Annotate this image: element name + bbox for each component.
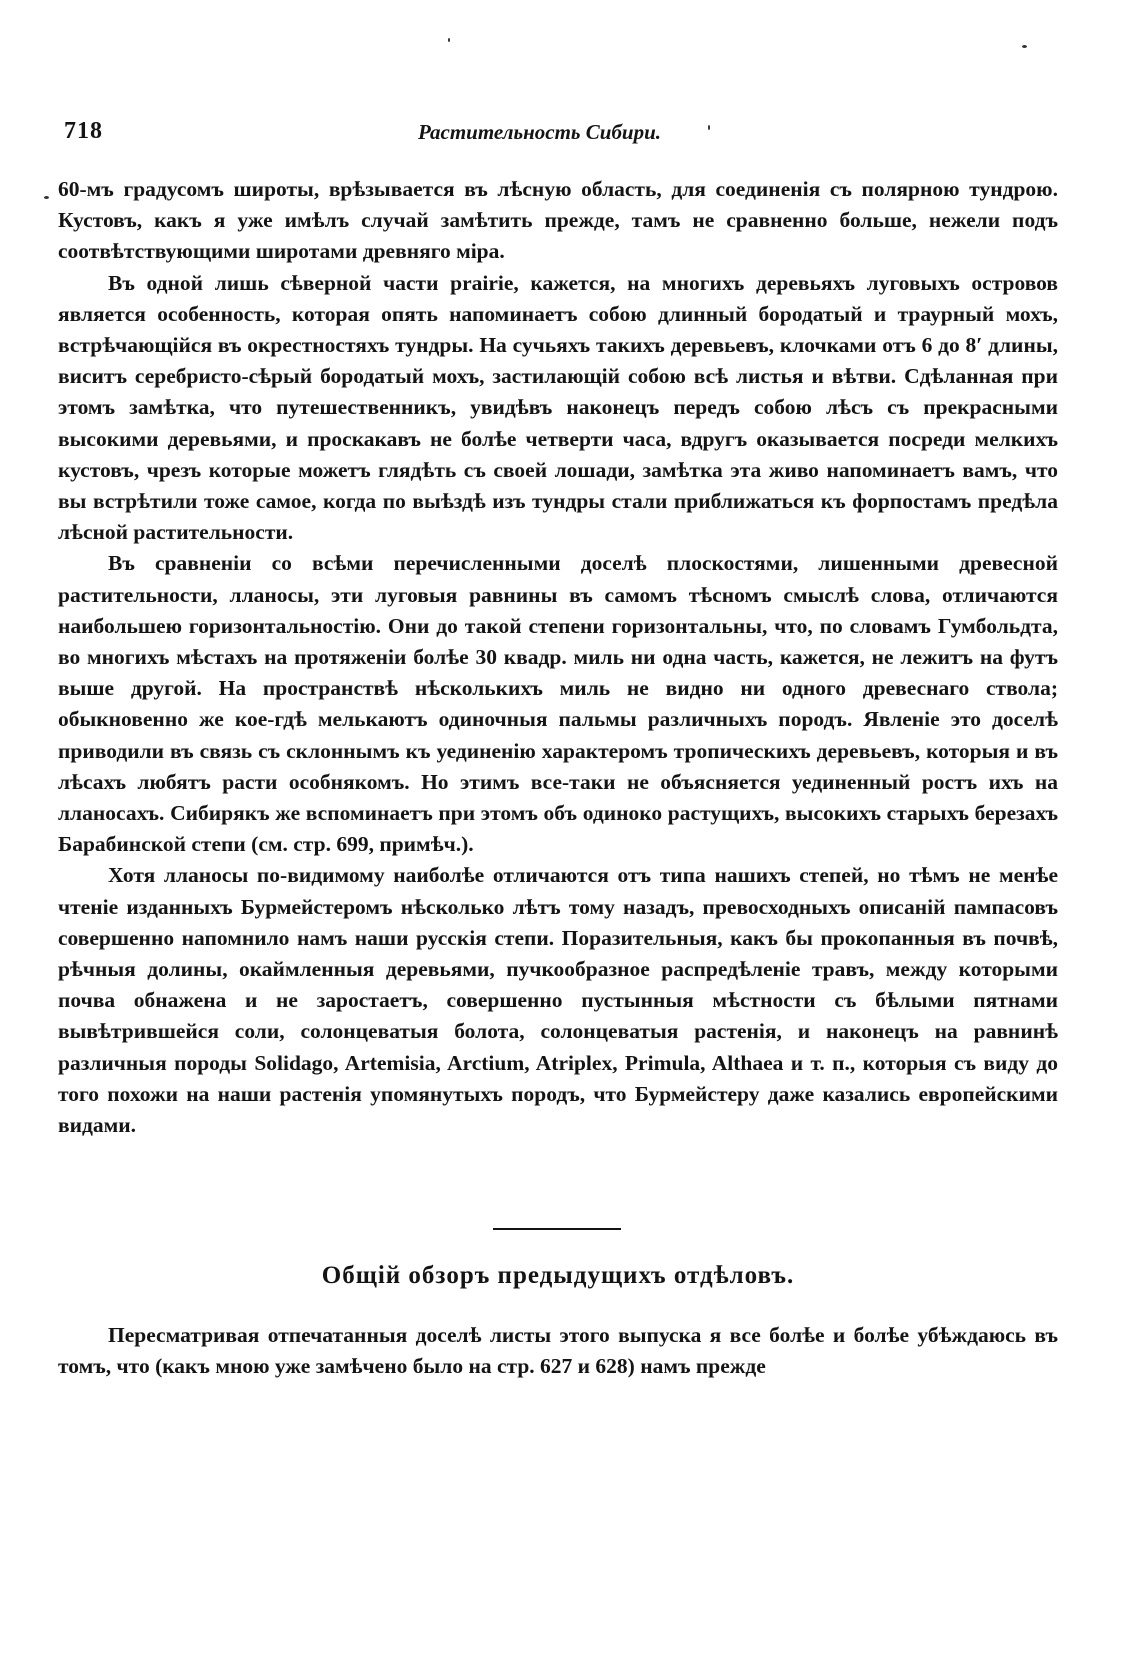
paragraph-llanos: Въ сравненіи со всѣми перечисленными доселѣ плоскостями, лишенными древесной растительности, лланосы, эти луговыя равнины въ самомъ тѣсномъ смыслѣ слова, отличаются наибольшею горизонтальностію. Они до такой степени горизонтальны, что, по словамъ Гумбольдта, во многихъ мѣстахъ на протяженіи болѣе 30 квадр. миль ни одна часть, кажется, не лежитъ на футъ выше другой. На пространствѣ нѣсколькихъ миль не видно ни одного древеснаго ствола; обыкновенно же кое-гдѣ мелькаютъ одиночныя пальмы различныхъ породъ. Явленіе это доселѣ приводили въ связь съ склоннымъ къ уединенію характеромъ тропическихъ деревьевъ, которыя и въ лѣсахъ любятъ расти особнякомъ. Но этимъ все-таки не объясняется уединенный ростъ ихъ на лланосахъ. Сибирякъ же вспоминаетъ при этомъ объ одиноко растущихъ, высокихъ старыхъ березахъ Барабинской степи (см. стр. 699, примѣч.). — [58, 551, 1058, 857]
running-head — [58, 118, 1058, 150]
section-body — [58, 1320, 1058, 1382]
paragraph-overview: Пересматривая отпечатанныя доселѣ листы этого выпуска я все болѣе и болѣе убѣждаюсь въ томъ, что (какъ мною уже замѣчено было на стр. 627 и 628) намъ прежде — [58, 1323, 1058, 1379]
paragraph-pampas: Хотя лланосы по-видимому наиболѣе отличаются отъ типа нашихъ степей, но тѣмъ не менѣе чтеніе изданныхъ Бурмейстеромъ нѣсколько лѣтъ тому назадъ, превосходныхъ описаній пампасовъ совершенно напомнило намъ наши русскія степи. Поразительныя, какъ бы прокопанныя въ почвѣ, рѣчныя долины, окаймленныя деревьями, пучкообразное распредѣленіе травъ, между которыми почва обнажена и не заростаетъ, совершенно пустынныя мѣстности съ бѣлыми пятнами вывѣтрившейся соли, солонцеватыя болота, солонцеватыя растенія, и наконецъ на равнинѣ различныя породы Solidago, Artemisia, Arctium, Atriplex, Primula, Althaea и т. п., которыя съ виду до того похожи на наши растенія упомянутыхъ породъ, что Бурмейстеру даже казались европейскими видами. — [58, 863, 1058, 1138]
print-speck — [448, 38, 450, 42]
paragraph-prairie-moss: Въ одной лишь сѣверной части prairie, кажется, на многихъ деревьяхъ луговыхъ островов являетcя особенность, которая опять напоминаетъ собою длинный бородатый и траурный мохъ, встрѣчающійся въ окрестностяхъ тундры. На сучьяхъ такихъ деревьевъ, клочками отъ 6 до 8′ длины, виситъ серебристо-сѣрый бородатый мохъ, застилающій собою всѣ листья и вѣтви. Сдѣланная при этомъ замѣтка, что путешественникъ, увидѣвъ наконецъ передъ собою лѣсъ съ прекрасными высокими деревьями, и проскакавъ не болѣе четверти часа, вдругъ оказывается посреди мелкихъ кустовъ, чрезъ которые можетъ глядѣть съ своей лошади, замѣтка эта живо напоминаетъ вамъ, что вы встрѣтили тоже самое, когда по выѣздѣ изъ тундры стали приближаться къ форпостамъ предѣла лѣсной растительности. — [58, 270, 1058, 545]
section-heading: Общій обзоръ предыдущихъ отдѣловъ. — [321, 1262, 795, 1289]
body-text — [58, 174, 1058, 1141]
running-head-title: Растительность Сибири. — [418, 120, 662, 144]
section-divider — [493, 1228, 621, 1230]
print-speck — [44, 196, 49, 199]
page-number: 718 — [64, 118, 103, 144]
paragraph-continuation: 60-мъ градусомъ широты, врѣзывается въ лѣсную область, для соединенія съ полярною тундрою. Кустовъ, какъ я уже имѣлъ случай замѣтить прежде, тамъ не сравненно больше, нежели подъ соотвѣтствующими широтами древняго міра. — [58, 177, 1058, 264]
print-speck — [1022, 45, 1027, 48]
